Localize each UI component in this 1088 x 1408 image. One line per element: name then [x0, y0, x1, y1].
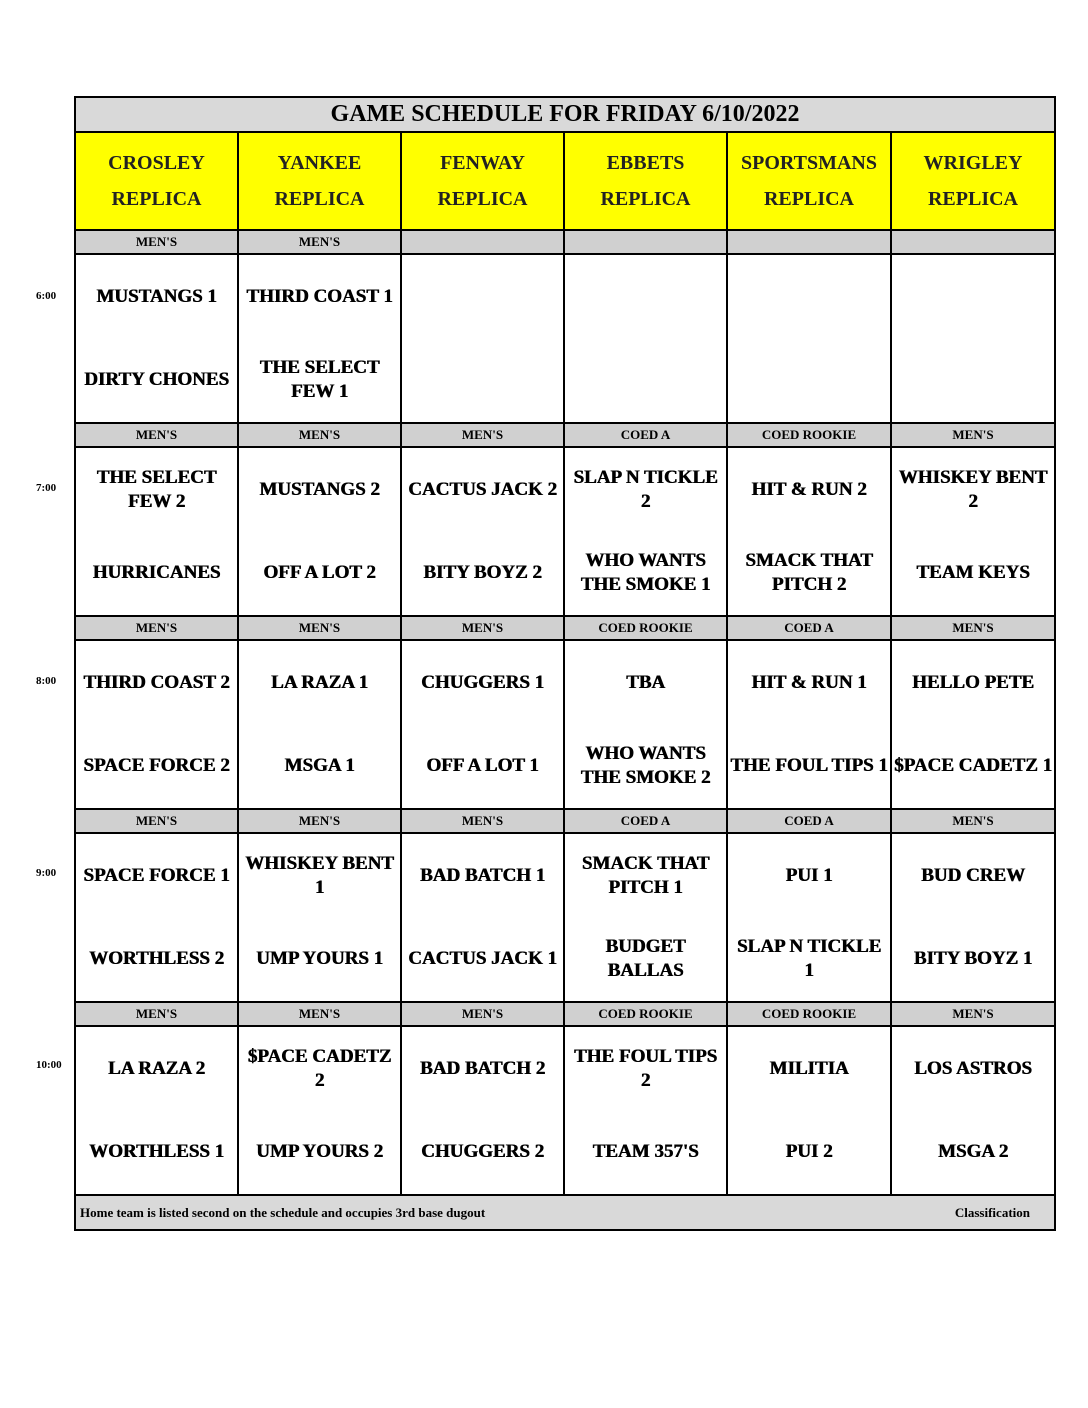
away-team: [892, 255, 1054, 339]
venue-name: FENWAY: [440, 152, 525, 174]
classification-cell: MEN'S: [401, 1002, 564, 1026]
game-cell: [75, 254, 238, 423]
venue-header: [401, 132, 564, 230]
game-cell: [401, 447, 564, 616]
schedule-title: GAME SCHEDULE FOR FRIDAY 6/10/2022: [75, 97, 1055, 132]
away-team: $PACE CADETZ 2: [247, 1045, 392, 1091]
away-team: MUSTANGS 2: [259, 478, 380, 500]
home-team: CACTUS JACK 1: [408, 948, 557, 970]
venue-header: [238, 132, 401, 230]
home-team: UMP YOURS 1: [255, 948, 384, 970]
away-team: SMACK THAT PITCH 1: [581, 852, 710, 898]
home-team: SLAP N TICKLE 1: [736, 936, 882, 982]
game-cell: [727, 254, 891, 423]
classification-cell: MEN'S: [891, 423, 1055, 447]
game-row: [75, 447, 1055, 616]
home-team-note: Home team is listed second on the schedule and occupies 3rd base dugout: [80, 1204, 486, 1220]
venue-name: YANKEE: [277, 152, 362, 174]
venue-type: REPLICA: [927, 188, 1018, 210]
classification-cell: COED A: [727, 616, 891, 640]
classification-cell: [891, 230, 1055, 254]
home-team: [565, 339, 726, 423]
game-cell: [238, 1026, 401, 1195]
classification-row: [75, 423, 1055, 447]
away-team: THE FOUL TIPS 2: [573, 1045, 718, 1091]
away-team: BAD BATCH 2: [419, 1057, 546, 1079]
classification-row: [75, 1002, 1055, 1026]
game-cell: [564, 447, 727, 616]
away-team: TBA: [625, 671, 666, 693]
classification-cell: MEN'S: [75, 616, 238, 640]
home-team: BUDGET BALLAS: [605, 936, 686, 982]
venue-name: CROSLEY: [108, 152, 205, 174]
game-cell: [891, 254, 1055, 423]
game-cell: [401, 1026, 564, 1195]
classification-cell: COED ROOKIE: [727, 423, 891, 447]
home-team: SMACK THAT PITCH 2: [745, 550, 873, 596]
away-team: CHUGGERS 1: [421, 671, 544, 693]
classification-cell: MEN'S: [401, 809, 564, 833]
game-row: [75, 254, 1055, 423]
time-label: 10:00: [36, 1059, 62, 1071]
classification-row: [75, 616, 1055, 640]
venue-type: REPLICA: [600, 188, 691, 210]
home-team: UMP YOURS 2: [255, 1141, 384, 1163]
venue-header: [564, 132, 727, 230]
venue-type: REPLICA: [437, 188, 528, 210]
classification-row: [75, 230, 1055, 254]
venue-name: EBBETS: [606, 152, 685, 174]
home-team: [892, 339, 1054, 423]
game-cell: [238, 833, 401, 1002]
home-team: OFF A LOT 1: [426, 755, 539, 777]
schedule-table: [74, 96, 1056, 1231]
home-team: TEAM 357'S: [592, 1141, 699, 1163]
classification-cell: MEN'S: [891, 616, 1055, 640]
game-cell: [891, 447, 1055, 616]
game-cell: [564, 1026, 727, 1195]
classification-cell: COED ROOKIE: [564, 616, 727, 640]
time-label: 8:00: [36, 675, 57, 687]
away-team: HELLO PETE: [912, 671, 1034, 693]
game-cell: [727, 833, 891, 1002]
time-label: 9:00: [36, 867, 57, 879]
game-cell: [891, 640, 1055, 809]
classification-cell: MEN'S: [75, 1002, 238, 1026]
away-team: HIT & RUN 2: [751, 478, 867, 500]
classification-row: [75, 809, 1055, 833]
away-team: SPACE FORCE 1: [83, 864, 230, 886]
classification-cell: MEN'S: [891, 1002, 1055, 1026]
away-team: PUI 1: [785, 864, 833, 886]
venue-header: [891, 132, 1055, 230]
classification-cell: MEN'S: [75, 809, 238, 833]
away-team: THE SELECT FEW 2: [96, 466, 217, 512]
home-team: SPACE FORCE 2: [83, 755, 230, 777]
classification-cell: MEN'S: [238, 809, 401, 833]
home-team: OFF A LOT 2: [263, 562, 376, 584]
game-row: [75, 1026, 1055, 1195]
away-team: LOS ASTROS: [914, 1057, 1032, 1079]
home-team: WORTHLESS 2: [88, 948, 224, 970]
game-cell: [75, 1026, 238, 1195]
venue-type: REPLICA: [274, 188, 365, 210]
away-team: WHISKEY BENT 2: [898, 466, 1048, 512]
classification-cell: MEN'S: [401, 616, 564, 640]
home-team: WHO WANTS THE SMOKE 2: [580, 743, 711, 789]
game-cell: [564, 254, 727, 423]
time-label: 7:00: [36, 482, 57, 494]
home-team: PUI 2: [785, 1141, 833, 1163]
home-team: BITY BOYZ 1: [913, 948, 1033, 970]
away-team: [728, 255, 890, 339]
away-team: BUD CREW: [921, 864, 1025, 886]
venue-name: SPORTSMANS: [741, 152, 877, 174]
home-team: BITY BOYZ 2: [423, 562, 542, 584]
game-cell: [564, 833, 727, 1002]
game-cell: [75, 447, 238, 616]
away-team: [402, 255, 563, 339]
venue-header: [727, 132, 891, 230]
classification-cell: MEN'S: [75, 423, 238, 447]
home-team: CHUGGERS 2: [421, 1141, 544, 1163]
venue-type: REPLICA: [111, 188, 202, 210]
classification-cell: COED ROOKIE: [564, 1002, 727, 1026]
classification-cell: COED ROOKIE: [727, 1002, 891, 1026]
venue-header-row: [75, 132, 1055, 230]
home-team: DIRTY CHONES: [84, 369, 229, 391]
home-team: WHO WANTS THE SMOKE 1: [580, 550, 711, 596]
game-row: [75, 640, 1055, 809]
home-team: THE SELECT FEW 1: [259, 357, 380, 403]
classification-cell: COED A: [727, 809, 891, 833]
home-team: [728, 339, 890, 423]
game-cell: [891, 1026, 1055, 1195]
classification-cell: COED A: [564, 809, 727, 833]
game-cell: [238, 254, 401, 423]
game-cell: [401, 833, 564, 1002]
away-team: LA RAZA 1: [270, 671, 369, 693]
away-team: THIRD COAST 2: [83, 671, 230, 693]
away-team: LA RAZA 2: [107, 1057, 206, 1079]
classification-cell: [727, 230, 891, 254]
home-team: $PACE CADETZ 1: [894, 755, 1052, 777]
game-cell: [401, 640, 564, 809]
away-team: [565, 255, 726, 339]
game-cell: [401, 254, 564, 423]
classification-cell: MEN'S: [401, 423, 564, 447]
home-team: WORTHLESS 1: [88, 1141, 224, 1163]
away-team: THIRD COAST 1: [246, 285, 393, 307]
classification-cell: MEN'S: [238, 230, 401, 254]
away-team: MILITIA: [769, 1057, 849, 1079]
game-cell: [727, 1026, 891, 1195]
home-team: MSGA 2: [937, 1141, 1009, 1163]
game-cell: [564, 640, 727, 809]
home-team: TEAM KEYS: [916, 562, 1030, 584]
away-team: CACTUS JACK 2: [408, 478, 557, 500]
classification-cell: MEN'S: [238, 616, 401, 640]
venue-header: [75, 132, 238, 230]
classification-cell: MEN'S: [238, 1002, 401, 1026]
game-cell: [727, 640, 891, 809]
classification-cell: COED A: [564, 423, 727, 447]
classification-cell: MEN'S: [75, 230, 238, 254]
classification-cell: [401, 230, 564, 254]
game-row: [75, 833, 1055, 1002]
classification-legend: Classification: [954, 1204, 1030, 1220]
time-label: 6:00: [36, 290, 57, 302]
game-cell: [238, 447, 401, 616]
away-team: BAD BATCH 1: [419, 864, 546, 886]
game-cell: [891, 833, 1055, 1002]
classification-cell: MEN'S: [238, 423, 401, 447]
game-cell: [238, 640, 401, 809]
away-team: MUSTANGS 1: [96, 285, 217, 307]
game-cell: [727, 447, 891, 616]
away-team: HIT & RUN 1: [751, 671, 867, 693]
classification-cell: MEN'S: [891, 809, 1055, 833]
venue-type: REPLICA: [763, 188, 854, 210]
game-cell: [75, 833, 238, 1002]
home-team: [402, 339, 563, 423]
venue-name: WRIGLEY: [923, 152, 1023, 174]
home-team: THE FOUL TIPS 1: [730, 755, 888, 777]
away-team: WHISKEY BENT 1: [245, 852, 394, 898]
home-team: MSGA 1: [284, 755, 355, 777]
home-team: HURRICANES: [92, 562, 221, 584]
classification-cell: [564, 230, 727, 254]
game-cell: [75, 640, 238, 809]
footer-row: [75, 1195, 1055, 1230]
away-team: SLAP N TICKLE 2: [573, 466, 718, 512]
footer-cell: [75, 1195, 1055, 1230]
schedule-sheet: [74, 96, 1054, 1231]
